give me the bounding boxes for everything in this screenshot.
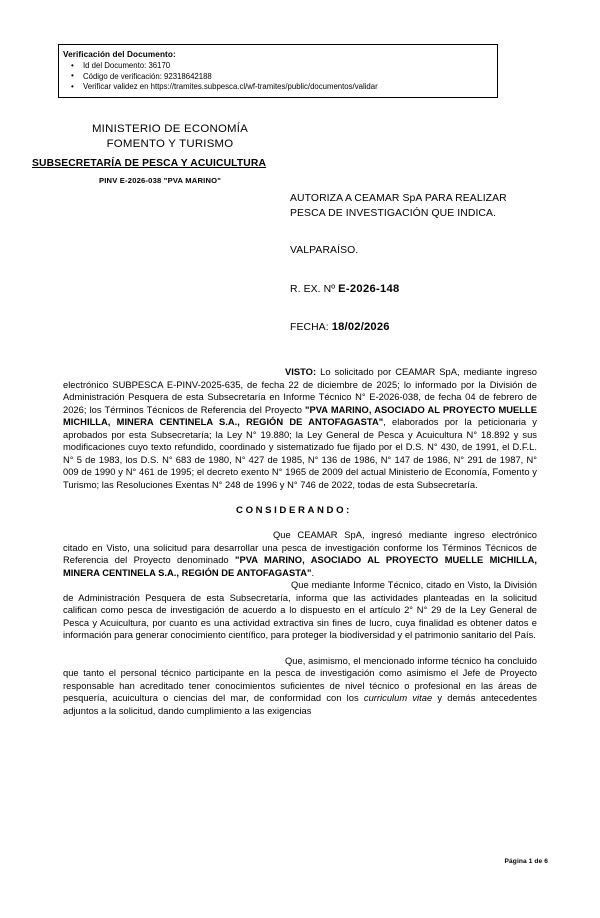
cons3-text-b: y demás antecedentes adjuntos a la solicitud, dando cumplimiento a las exigencias bbox=[63, 693, 537, 716]
considerando-paragraph-1 bbox=[63, 529, 537, 579]
visto-paragraph bbox=[63, 366, 537, 491]
resolution-title bbox=[290, 192, 540, 221]
resolution-number: E-2026-148 bbox=[338, 283, 400, 295]
spacer bbox=[63, 491, 537, 505]
date-label: FECHA: bbox=[290, 322, 332, 333]
ministry-line-2: FOMENTO Y TURISMO bbox=[106, 137, 234, 150]
date-value: 18/02/2026 bbox=[331, 321, 390, 333]
project-code: PINV E-2026-038 "PVA MARINO" bbox=[98, 176, 222, 185]
considerando-heading: CONSIDERANDO: bbox=[236, 505, 352, 517]
verification-list bbox=[59, 60, 497, 93]
verification-box bbox=[58, 44, 498, 98]
cons1-text-a: Que CEAMAR SpA, ingresó mediante ingreso electrónico citado en Visto, una solicitud para desarrollar una pesca de investigación conforme los Términos Técnicos de Referencia del Proyecto denominado bbox=[63, 530, 537, 566]
considerando-paragraph-3 bbox=[63, 655, 537, 718]
cons1-project-name: "PVA MARINO, ASOCIADO AL PROYECTO MUELLE MICHILLA, MINERA CENTINELA S.A., REGIÓN DE ANTOFAGASTA" bbox=[63, 555, 537, 578]
document-body bbox=[63, 366, 537, 717]
visto-text-a: Lo solicitado por CEAMAR SpA, mediante ingreso electrónico SUBPESCA E-PINV-2025-635, de fecha 22 de diciembre de 2025; lo informado por la División de Administración Pesquera de esta Subsecretaría en Informe Técnico N° E-2026-038, de fecha 04 de febrero de 2026; los Términos Técnicos de Referencia del Proyecto bbox=[63, 367, 537, 415]
resolution-number-line bbox=[290, 283, 400, 295]
page-footer: Página 1 de 6 bbox=[504, 858, 548, 865]
subsecretaria-heading: SUBSECRETARÍA DE PESCA Y ACUICULTURA bbox=[32, 158, 267, 169]
spacer bbox=[63, 642, 537, 655]
place-line: VALPARAÍSO. bbox=[290, 245, 359, 256]
resolution-title-line-1: AUTORIZA A CEAMAR SpA PARA REALIZAR bbox=[290, 193, 507, 204]
visto-text-b: , elaborados por la peticionaria y aprobados por esta Subsecretaría; la Ley N° 19.880; la Ley General de Pesca y Acuicultura N° 18.892 y sus modificaciones cuyo texto refundido, coordinado y sistematizado fue fijado por el D.S. N° 430, de 1991, el D.F.L. N° 5 de 1983, los D.S. N° 683 de 1980, N° 427 de 1985, N° 136 de 1986, N° 147 de 1986, N° 291 de 1987, N° 009 de 1990 y N° 461 de 1995; el decreto exento N° 1965 de 2009 del actual Ministerio de Economía, Fomento y Turismo; las Resoluciones Exentas N° 248 de 1996 y N° 746 de 2022, todas de esta Subsecretaría. bbox=[63, 417, 537, 490]
resolution-label: R. EX. Nº bbox=[290, 284, 339, 295]
visto-label: VISTO: bbox=[285, 367, 317, 377]
ministry-header bbox=[0, 122, 340, 151]
verification-title: Verificación del Documento: bbox=[63, 50, 176, 59]
spacer bbox=[63, 516, 537, 529]
date-line bbox=[290, 321, 390, 333]
list-item: • Id del Documento: 36170 bbox=[83, 61, 497, 72]
ministry-line-1: MINISTERIO DE ECONOMÍA bbox=[91, 123, 249, 135]
list-item: • Código de verificación: 92318642188 bbox=[83, 72, 497, 83]
visto-project-name: "PVA MARINO, ASOCIADO AL PROYECTO MUELLE MICHILLA, MINERA CENTINELA S.A., REGIÓN DE ANTOFAGASTA" bbox=[63, 404, 537, 428]
list-item: • Verificar validez en https://tramites.subpesca.cl/wf-tramites/public/documentos/validar bbox=[83, 82, 497, 93]
cons3-italic-term: curriculum vitae bbox=[363, 693, 433, 704]
cons1-text-b: . bbox=[311, 567, 315, 578]
cons3-text-a: Que, asimismo, el mencionado informe técnico ha concluido que tanto el personal técnico participante en la pesca de investigación como asimismo el Jefe de Proyecto responsable han acreditado tener conocimientos suficientes de nivel técnico o profesional en las áreas de pesquería, acuicultura o ciencias del mar, de conformidad con los bbox=[63, 655, 537, 704]
cons2-text: Que mediante Informe Técnico, citado en Visto, la División de Administración Pesquera de esta Subsecretaría, informa que las actividades planteadas en la solicitud califican como pesca de investigación de acuerdo a lo dispuesto en el artículo 2° N° 29 de la Ley General de Pesca y Acuicultura, por cuanto es una actividad extractiva sin fines de lucro, cuya finalidad es obtener datos e información para generar conocimiento científico, para proteger la biodiversidad y el patrimonio sanitario del País. bbox=[63, 580, 537, 641]
considerando-paragraph-2 bbox=[63, 579, 537, 642]
resolution-title-line-2: PESCA DE INVESTIGACIÓN QUE INDICA. bbox=[290, 207, 497, 219]
